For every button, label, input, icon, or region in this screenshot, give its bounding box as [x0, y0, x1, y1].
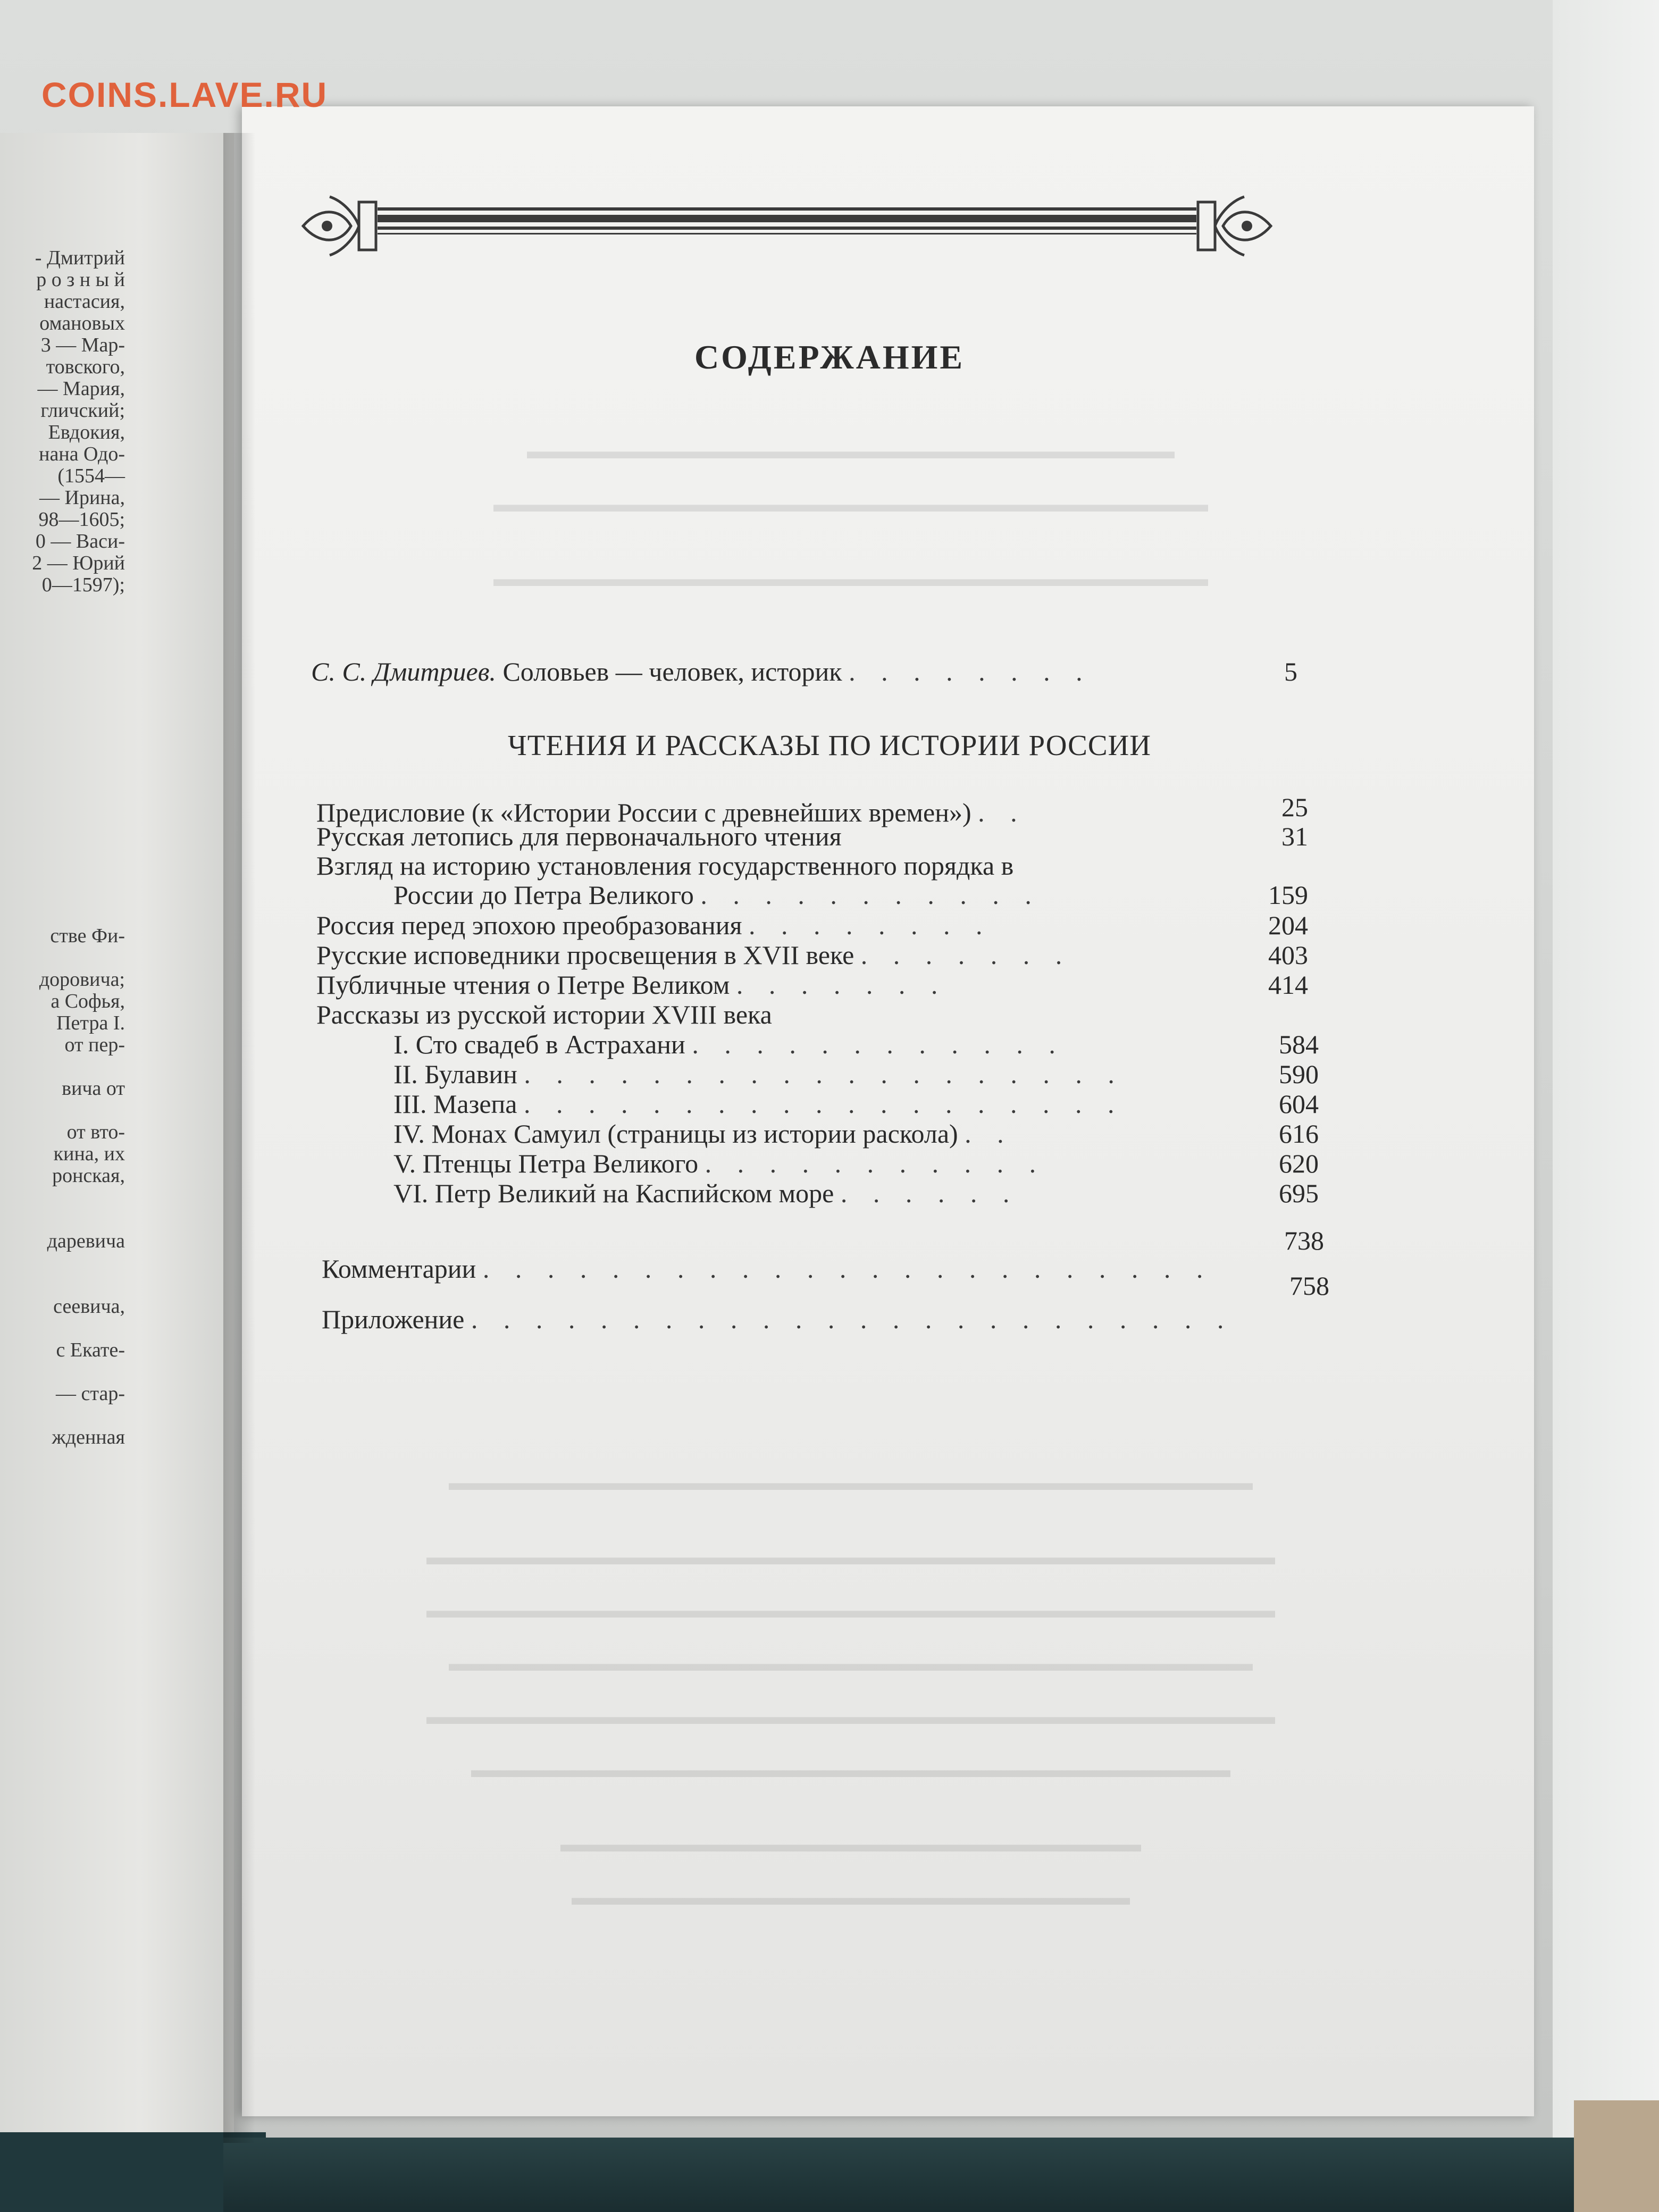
bleed-through: ▬▬▬▬▬▬▬▬▬▬▬▬▬▬▬▬▬▬▬▬▬▬▬▬▬▬▬▬▬▬▬▬ — [493, 492, 1208, 517]
toc-entry — [316, 822, 842, 851]
toc-entry-page: 758 — [1289, 1271, 1329, 1301]
left-page-line: а Софья, — [51, 990, 125, 1012]
book-cover-bottom — [223, 2138, 1585, 2212]
floor-corner — [1574, 2100, 1659, 2212]
toc-entry-text: II. Булавин — [393, 1059, 517, 1089]
toc-intro-title: Соловьев — человек, историк — [502, 657, 842, 686]
ornament-headpiece — [298, 175, 1276, 282]
toc-entry-page: 590 — [1279, 1059, 1319, 1089]
left-page-line — [0, 1100, 125, 1121]
left-page-line — [0, 1274, 125, 1296]
toc-leader-dots: . . . . . . — [840, 1178, 1019, 1208]
toc-entry — [393, 1119, 1013, 1149]
toc-entry-page: 695 — [1279, 1178, 1319, 1208]
left-page-line: нана Одо- — [39, 443, 125, 465]
left-page-line: настасия, — [44, 290, 125, 313]
toc-leader-dots: . . . . . . . . — [849, 657, 1092, 686]
toc-entry — [393, 880, 1041, 910]
toc-entry-text: Россия перед эпохою преобразования — [316, 910, 742, 940]
left-page-line — [0, 1187, 125, 1209]
left-page-line: даревича — [47, 1230, 125, 1252]
toc-entry-text: Рассказы из русской истории XVIII века — [316, 1000, 772, 1029]
toc-intro-line — [311, 657, 1092, 686]
toc-leader-dots: . . . . . . . . . . . . . . . . . . . — [524, 1089, 1124, 1119]
toc-entry-text: III. Мазепа — [393, 1089, 517, 1119]
toc-entry — [393, 1178, 1019, 1208]
left-page-line: (1554— — [57, 465, 125, 487]
toc-entry-text: Комментарии — [322, 1254, 476, 1284]
toc-entry-text: V. Птенцы Петра Великого — [393, 1149, 699, 1178]
left-page-line: доровича; — [39, 968, 125, 991]
bleed-through: ▬▬▬▬▬▬▬▬▬▬▬▬▬▬▬▬▬▬▬▬▬▬▬▬▬▬ — [560, 1832, 1141, 1857]
toc-entry — [393, 1089, 1124, 1119]
toc-intro-page: 5 — [1284, 657, 1297, 686]
left-page-line: стве Фи- — [50, 925, 125, 947]
bleed-through: ▬▬▬▬▬▬▬▬▬▬▬▬▬▬▬▬▬▬▬▬▬▬▬▬▬▬▬▬▬▬▬▬▬▬▬▬▬▬ — [426, 1598, 1275, 1623]
toc-entry — [316, 940, 1071, 970]
toc-entry-text: Публичные чтения о Петре Великом — [316, 970, 730, 1000]
left-page-line: — стар- — [56, 1382, 125, 1405]
left-page-line: 3 — Мар- — [40, 334, 125, 356]
toc-entry-text: I. Сто свадеб в Астрахани — [393, 1029, 685, 1059]
toc-entry — [316, 910, 992, 940]
toc-leader-dots: . . . . . . . . . . . — [705, 1149, 1046, 1178]
table-surface — [1553, 0, 1659, 2212]
left-page-line: 2 — Юрий — [32, 552, 125, 574]
toc-entry — [316, 970, 947, 1000]
left-page-text-bottom — [0, 925, 125, 1448]
toc-entry — [316, 851, 1013, 881]
left-page-line: 0 — Васи- — [35, 530, 125, 552]
left-page-line: вича от — [62, 1077, 125, 1100]
toc-leader-dots: . . . . . . . . . . . . — [692, 1029, 1065, 1059]
toc-leader-dots: . . — [978, 798, 1027, 827]
toc-entry — [316, 1000, 772, 1029]
toc-entry-page: 620 — [1279, 1149, 1319, 1178]
bleed-through: ▬▬▬▬▬▬▬▬▬▬▬▬▬▬▬▬▬▬▬▬▬▬▬▬▬▬▬▬▬▬▬▬▬▬ — [471, 1758, 1230, 1782]
toc-entry-page: 738 — [1284, 1226, 1324, 1255]
toc-entry — [393, 1059, 1124, 1089]
book-gutter — [223, 133, 255, 2143]
toc-entry-text: VI. Петр Великий на Каспийском море — [393, 1178, 834, 1208]
left-page-line — [0, 1361, 125, 1383]
left-page-line — [0, 1318, 125, 1339]
left-page-line: товского, — [46, 356, 125, 378]
left-page-line: р о з н ы й — [36, 269, 125, 291]
section-title: ЧТЕНИЯ И РАССКАЗЫ ПО ИСТОРИИ РОССИИ — [508, 729, 1151, 761]
toc-entry-text: России до Петра Великого — [393, 880, 694, 910]
toc-entry — [393, 1029, 1065, 1059]
bleed-through: ▬▬▬▬▬▬▬▬▬▬▬▬▬▬▬▬▬▬▬▬▬▬▬▬▬▬▬▬▬▬▬▬▬▬▬▬ — [449, 1652, 1253, 1676]
toc-leader-dots: . . . . . . . . — [749, 910, 992, 940]
bleed-through: ▬▬▬▬▬▬▬▬▬▬▬▬▬▬▬▬▬▬▬▬▬▬▬▬▬▬▬▬▬▬▬▬ — [493, 567, 1208, 591]
toc-entry-page: 204 — [1268, 910, 1308, 940]
left-page-line: — Мария, — [37, 378, 125, 400]
left-page-text-top — [0, 247, 125, 596]
toc-leader-dots: . . . . . . . . . . . . . . . . . . . . . . . — [482, 1254, 1213, 1284]
toc-leader-dots: . . — [965, 1119, 1013, 1149]
left-page-line — [0, 1405, 125, 1427]
left-page-line: 0—1597); — [41, 574, 125, 596]
toc-entry-page: 403 — [1268, 940, 1308, 970]
toc-entry-page: 25 — [1281, 792, 1308, 822]
toc-leader-dots: . . . . . . . . . . . — [700, 880, 1041, 910]
bleed-through: ▬▬▬▬▬▬▬▬▬▬▬▬▬▬▬▬▬▬▬▬▬▬▬▬▬▬▬▬▬▬▬▬▬▬▬▬▬▬ — [426, 1705, 1275, 1729]
toc-entry-page: 584 — [1279, 1029, 1319, 1059]
left-page-line: от пер- — [64, 1034, 125, 1056]
toc-entry-text: Русские исповедники просвещения в XVII веке — [316, 940, 854, 970]
toc-entry-page: 414 — [1268, 970, 1308, 1000]
toc-intro-author: С. С. Дмитриев. — [311, 657, 496, 686]
page-title: СОДЕРЖАНИЕ — [694, 338, 965, 376]
bleed-through: ▬▬▬▬▬▬▬▬▬▬▬▬▬▬▬▬▬▬▬▬▬▬▬▬▬▬▬▬▬ — [527, 439, 1175, 464]
toc-entry-text: IV. Монах Самуил (страницы из истории раскола) — [393, 1119, 958, 1149]
toc-entry-page: 604 — [1279, 1089, 1319, 1119]
left-page-line: жденная — [52, 1426, 125, 1448]
bleed-through: ▬▬▬▬▬▬▬▬▬▬▬▬▬▬▬▬▬▬▬▬▬▬▬▬▬▬▬▬▬▬▬▬▬▬▬▬▬▬ — [426, 1545, 1275, 1570]
left-page-line: — Ирина, — [39, 487, 125, 509]
left-page-line: омановых — [39, 312, 125, 334]
left-page-line: - Дмитрий — [35, 247, 125, 269]
toc-entry — [393, 1149, 1045, 1178]
toc-entry-text: Русская летопись для первоначального чтения — [316, 822, 842, 851]
toc-leader-dots: . . . . . . . — [736, 970, 948, 1000]
left-page-line: кина, их — [53, 1143, 125, 1165]
left-page-line: гличский; — [40, 399, 125, 422]
left-page-line — [0, 1209, 125, 1230]
toc-entry-text: Взгляд на историю установления государственного порядка в — [316, 851, 1014, 881]
left-page-line: с Екате- — [56, 1339, 125, 1361]
toc-entry-text: Предисловие (к «Истории России с древнейших времен») — [316, 798, 971, 827]
left-page-line: Евдокия, — [48, 421, 125, 443]
toc-entry-page: 616 — [1279, 1119, 1319, 1149]
left-page — [0, 133, 234, 2132]
left-page-line — [0, 947, 125, 969]
left-page-line — [0, 1056, 125, 1078]
toc-entry-page: 31 — [1281, 822, 1308, 851]
left-page-line: от вто- — [66, 1121, 125, 1143]
toc-leader-dots: . . . . . . . — [860, 940, 1072, 970]
left-page-line: 98—1605; — [38, 508, 125, 531]
left-page-line: Петра I. — [56, 1012, 125, 1034]
toc-leader-dots: . . . . . . . . . . . . . . . . . . . — [524, 1059, 1124, 1089]
left-page-line: ронская, — [52, 1164, 125, 1187]
toc-entry-text: Приложение — [322, 1304, 465, 1334]
toc-entry — [322, 1254, 1212, 1284]
bleed-through: ▬▬▬▬▬▬▬▬▬▬▬▬▬▬▬▬▬▬▬▬▬▬▬▬▬ — [572, 1886, 1130, 1910]
left-page-line — [0, 1252, 125, 1274]
toc-entry — [322, 1304, 1233, 1334]
bleed-through: ▬▬▬▬▬▬▬▬▬▬▬▬▬▬▬▬▬▬▬▬▬▬▬▬▬▬▬▬▬▬▬▬▬▬▬▬ — [449, 1471, 1253, 1495]
toc-leader-dots: . . . . . . . . . . . . . . . . . . . . . . . . — [471, 1304, 1234, 1334]
toc-entry-page: 159 — [1268, 880, 1308, 910]
watermark: COINS.LAVE.RU — [41, 75, 328, 114]
left-page-line: сеевича, — [53, 1295, 125, 1318]
